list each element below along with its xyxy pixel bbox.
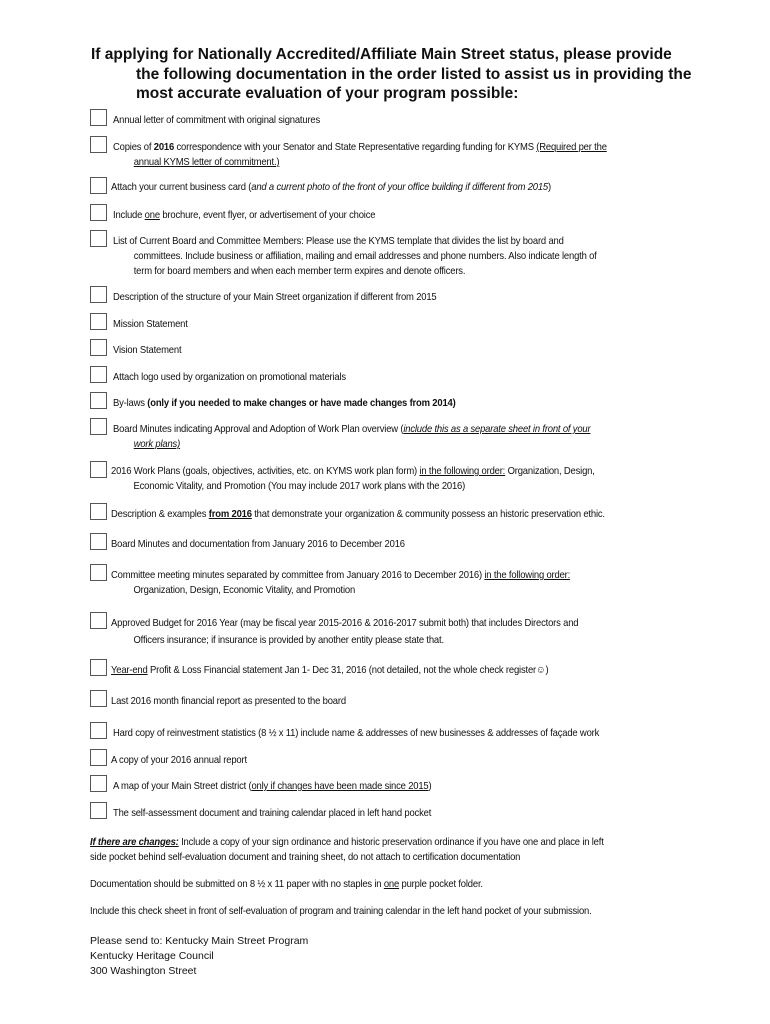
page-heading (91, 45, 711, 104)
item-text: The self-assessment document and training calendar placed in left hand pocket (113, 807, 432, 819)
heading-line-2: the following documentation in the order listed to assist us in providing the (136, 65, 692, 83)
checkbox[interactable] (90, 775, 107, 792)
checkbox[interactable] (90, 313, 107, 330)
checkbox[interactable] (90, 503, 107, 520)
address-line: Please send to: Kentucky Main Street Program (90, 935, 309, 947)
item-text: Last 2016 month financial report as presented to the board (111, 695, 346, 707)
checkbox[interactable] (90, 461, 107, 478)
item-text: By-laws (only if you needed to make changes or have made changes from 2014) (113, 397, 456, 409)
mailing-address (90, 934, 308, 979)
item-text: Attach your current business card (and a current photo of the front of your office building if different from 2015) (111, 181, 551, 193)
item-text: Board Minutes and documentation from January 2016 to December 2016 (111, 538, 405, 550)
address-line: Kentucky Heritage Council (90, 950, 214, 962)
checkbox[interactable] (90, 612, 107, 629)
item-text: Board Minutes indicating Approval and Adoption of Work Plan overview (include this as a separate sheet in front of your work plans) (113, 423, 591, 450)
checkbox[interactable] (90, 690, 107, 707)
changes-note: If there are changes: Include a copy of your sign ordinance and historic preservation ordinance if you have one and place in left side pocket behind self-evaluation document and training sheet, do not attach to certification documentation (90, 836, 604, 863)
item-text: 2016 Work Plans (goals, objectives, activities, etc. on KYMS work plan form) in the following order: Organization, Design, Economic Vitality, and Promotion (You may include 2017 work plans with the 2016) (111, 465, 595, 492)
checkbox[interactable] (90, 109, 107, 126)
item-text: Copies of 2016 correspondence with your Senator and State Representative regarding funding for KYMS (Required per the annual KYMS letter of commitment.) (113, 141, 607, 168)
item-text: A copy of your 2016 annual report (111, 754, 247, 766)
item-text: Vision Statement (113, 344, 182, 356)
checkbox[interactable] (90, 533, 107, 550)
checkbox[interactable] (90, 339, 107, 356)
checkbox[interactable] (90, 392, 107, 409)
check-sheet-note: Include this check sheet in front of self-evaluation of program and training calendar in the left hand pocket of your submission. (90, 905, 592, 917)
item-text: Include one brochure, event flyer, or advertisement of your choice (113, 209, 376, 221)
checkbox[interactable] (90, 286, 107, 303)
item-text: Year-end Profit & Loss Financial statement Jan 1- Dec 31, 2016 (not detailed, not the whole check register☺) (111, 664, 549, 676)
heading-line-3: most accurate evaluation of your program possible: (136, 85, 519, 102)
checkbox[interactable] (90, 177, 107, 194)
checkbox[interactable] (90, 418, 107, 435)
checkbox[interactable] (90, 204, 107, 221)
item-text: Annual letter of commitment with original signatures (113, 114, 321, 126)
checkbox[interactable] (90, 722, 107, 739)
checkbox[interactable] (90, 749, 107, 766)
checkbox[interactable] (90, 802, 107, 819)
item-text: Mission Statement (113, 318, 188, 330)
item-text: Committee meeting minutes separated by committee from January 2016 to December 2016) in the following order: Organization, Design, Economic Vitality, and Promotion (111, 569, 571, 596)
heading-line-1: If applying for Nationally Accredited/Affiliate Main Street status, please provide (91, 46, 672, 63)
item-text: List of Current Board and Committee Members: Please use the KYMS template that divides the list by board and committees. Include business or affiliation, mailing and email addresses and phone numbers. Also indicate length of term for board members and when each member term expires and denote officers. (113, 235, 597, 277)
item-text: Description of the structure of your Main Street organization if different from 2015 (113, 291, 437, 303)
checkbox[interactable] (90, 136, 107, 153)
item-text: A map of your Main Street district (only if changes have been made since 2015) (113, 780, 432, 792)
checkbox[interactable] (90, 564, 107, 581)
submission-note: Documentation should be submitted on 8 ½ x 11 paper with no staples in one purple pocket folder. (90, 878, 483, 890)
checkbox[interactable] (90, 659, 107, 676)
item-text: Hard copy of reinvestment statistics (8 ½ x 11) include name & addresses of new businesses & addresses of façade work (113, 727, 600, 739)
checkbox[interactable] (90, 366, 107, 383)
item-text: Attach logo used by organization on promotional materials (113, 371, 346, 383)
address-line: 300 Washington Street (90, 965, 197, 977)
item-text: Description & examples from 2016 that demonstrate your organization & community possess an historic preservation ethic. (111, 508, 605, 520)
checkbox[interactable] (90, 230, 107, 247)
item-text: Approved Budget for 2016 Year (may be fiscal year 2015-2016 & 2016-2017 submit both) that includes Directors and Officers insurance; if insurance is provided by another entity please state that. (111, 617, 579, 646)
